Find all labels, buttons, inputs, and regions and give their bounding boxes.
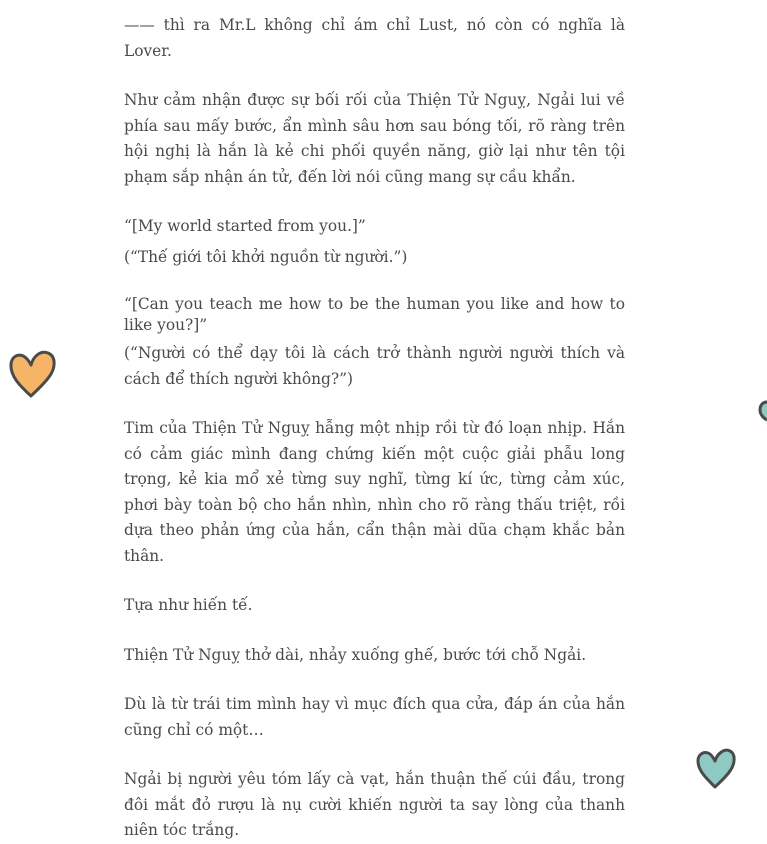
paragraph: Thiện Tử Nguỵ thở dài, nhảy xuống ghế, bước tới chỗ Ngải.	[124, 645, 587, 664]
dialogue-english: “[My world started from you.]”	[124, 217, 366, 235]
heart-icon	[694, 745, 738, 789]
dialogue-translation: (“Người có thể dạy tôi là cách trở thành người người thích và cách để thích người không?”)	[124, 344, 625, 388]
heart-icon-fill	[11, 352, 54, 396]
paragraph: Tim của Thiện Tử Nguỵ hẫng một nhịp rồi từ đó loạn nhịp. Hắn có cảm giác mình đang chứng kiến một cuộc giải phẫu long trọng, kẻ kia mổ xẻ từng suy nghĩ, từng kí ức, từng cảm xúc, phơi bày toàn bộ cho hắn nhìn, nhìn cho rõ ràng thấu triệt, rồi dựa theo phản ứng của hắn, cẩn thận mài dũa chạm khắc bản thân.	[124, 419, 625, 565]
heart-icon-fill	[698, 750, 734, 787]
paragraph: Dù là từ trái tim mình hay vì mục đích qua cửa, đáp án của hắn cũng chỉ có một…	[124, 695, 625, 739]
paragraph: Ngải bị người yêu tóm lấy cà vạt, hắn thuận thế cúi đầu, trong đôi mắt đỏ rượu là nụ cười khiến người ta say lòng của thanh niên tóc trắng.	[124, 770, 625, 839]
heart-icon	[757, 398, 767, 422]
heart-icon-fill	[760, 402, 767, 420]
paragraph: Như cảm nhận được sự bối rối của Thiện Tử Nguỵ, Ngải lui về phía sau mấy bước, ẩn mình sâu hơn sau bóng tối, rõ ràng trên hội nghị là hắn là kẻ chi phối quyền năng, giờ lại như tên tội phạm sắp nhận án tử, đến lời nói cũng mang sự cầu khẩn.	[124, 91, 625, 186]
dialogue-translation: (“Thế giới tôi khởi nguồn từ người.”)	[124, 247, 408, 266]
paragraph: Tựa như hiến tế.	[124, 596, 253, 614]
story-text	[124, 0, 625, 844]
paragraph: —— thì ra Mr.L không chỉ ám chỉ Lust, nó còn có nghĩa là Lover.	[124, 16, 625, 60]
dialogue-english: “[Can you teach me how to be the human you like and how to like you?]”	[124, 295, 625, 334]
heart-icon	[4, 344, 58, 402]
